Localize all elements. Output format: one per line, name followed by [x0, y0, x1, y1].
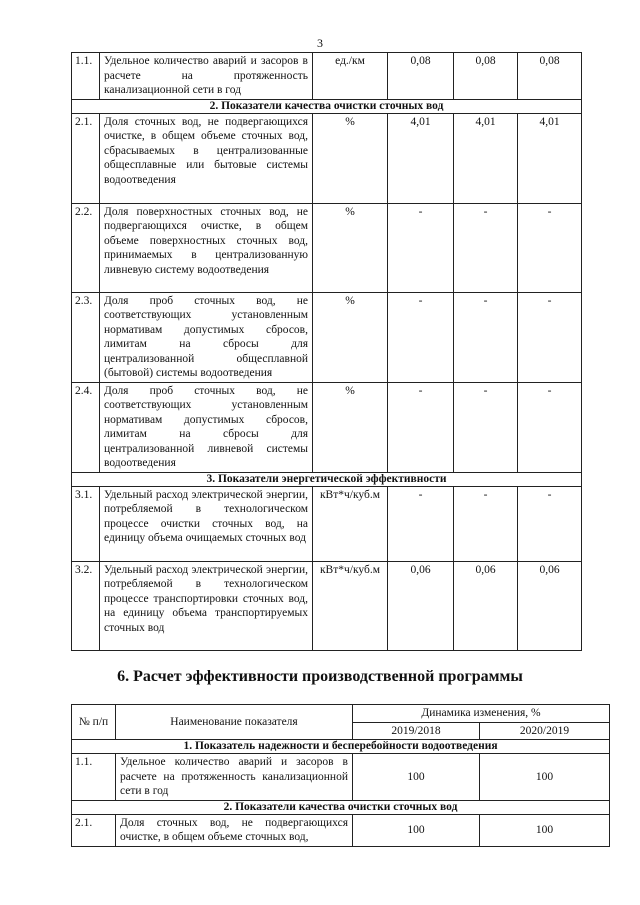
header-year-2020: 2020/2019: [480, 722, 610, 740]
row-number: 2.1.: [72, 113, 100, 203]
value-cell: -: [454, 486, 518, 561]
value-cell: 4,01: [518, 113, 582, 203]
indicators-table: [71, 52, 582, 651]
value-cell: -: [518, 292, 582, 382]
indicator-name: Доля поверхностных сточных вод, не подвергающихся очистке, в общем объеме поверхностных сточных вод, принимаемых в централизованную ливневую систему водоотведения: [100, 203, 313, 292]
indicator-name: Доля проб сточных вод, не соответствующих установленным нормативам допустимых сбросов, лимитам на сбросы для централизованной ливневой системы водоотведения: [100, 382, 313, 472]
header-year-2019: 2019/2018: [353, 722, 480, 740]
row-number: 2.1.: [72, 814, 116, 846]
section-header-row: [72, 800, 610, 814]
row-number: 1.1.: [72, 754, 116, 801]
value-cell: 0,08: [388, 53, 454, 100]
value-cell: -: [518, 382, 582, 472]
section-title: 3. Показатели энергетической эффективности: [72, 472, 582, 486]
unit-cell: %: [313, 203, 388, 292]
unit-cell: %: [313, 292, 388, 382]
section-header-row: [72, 99, 582, 113]
value-cell: 100: [480, 754, 610, 801]
indicator-name: Удельный расход электрической энергии, потребляемой в технологическом процессе очистки сточных вод, на единицу объема очищаемых сточных вод: [100, 486, 313, 561]
value-cell: 0,08: [518, 53, 582, 100]
table-row: [72, 814, 610, 846]
table-row: [72, 53, 582, 100]
value-cell: 100: [353, 754, 480, 801]
value-cell: -: [518, 203, 582, 292]
value-cell: -: [388, 203, 454, 292]
indicator-name: Доля сточных вод, не подвергающихся очистке, в общем объеме сточных вод,: [116, 814, 353, 846]
indicator-name: Удельный расход электрической энергии, потребляемой в технологическом процессе транспортировки сточных вод, на единицу объема транспортируемых сточных вод: [100, 561, 313, 650]
section-title: 2. Показатели качества очистки сточных вод: [72, 800, 610, 814]
table-row: [72, 203, 582, 292]
value-cell: -: [454, 382, 518, 472]
value-cell: 0,08: [454, 53, 518, 100]
table-row: [72, 561, 582, 650]
value-cell: 100: [480, 814, 610, 846]
row-number: 1.1.: [72, 53, 100, 100]
efficiency-table: [71, 704, 610, 847]
unit-cell: %: [313, 382, 388, 472]
table-row: [72, 754, 610, 801]
section-header-row: [72, 740, 610, 754]
value-cell: 4,01: [454, 113, 518, 203]
indicator-name: Удельное количество аварий и засоров в расчете на протяженность канализационной сети в год: [116, 754, 353, 801]
value-cell: 4,01: [388, 113, 454, 203]
header-indicator-name: Наименование показателя: [116, 705, 353, 740]
value-cell: 0,06: [388, 561, 454, 650]
section-header-row: [72, 472, 582, 486]
value-cell: -: [518, 486, 582, 561]
unit-cell: кВт*ч/куб.м: [313, 486, 388, 561]
value-cell: 0,06: [518, 561, 582, 650]
value-cell: 0,06: [454, 561, 518, 650]
value-cell: -: [388, 382, 454, 472]
indicator-name: Доля проб сточных вод, не соответствующих установленным нормативам допустимых сбросов, лимитам на сбросы для централизованной общесплавной (бытовой) системы водоотведения: [100, 292, 313, 382]
row-number: 3.2.: [72, 561, 100, 650]
value-cell: 100: [353, 814, 480, 846]
table-row: [72, 382, 582, 472]
row-number: 2.4.: [72, 382, 100, 472]
indicator-name: Доля сточных вод, не подвергающихся очистке, в общем объеме сточных вод, сбрасываемых в централизованные общесплавные или бытовые системы водоотведения: [100, 113, 313, 203]
row-number: 3.1.: [72, 486, 100, 561]
unit-cell: кВт*ч/куб.м: [313, 561, 388, 650]
section-title: 2. Показатели качества очистки сточных вод: [72, 99, 582, 113]
value-cell: -: [454, 292, 518, 382]
value-cell: -: [454, 203, 518, 292]
unit-cell: ед./км: [313, 53, 388, 100]
table-row: [72, 486, 582, 561]
row-number: 2.3.: [72, 292, 100, 382]
value-cell: -: [388, 292, 454, 382]
table-row: [72, 113, 582, 203]
table-row: [72, 292, 582, 382]
header-dynamics: Динамика изменения, %: [353, 705, 610, 723]
value-cell: -: [388, 486, 454, 561]
section-heading: 6. Расчет эффективности производственной программы: [117, 668, 523, 685]
row-number: 2.2.: [72, 203, 100, 292]
indicator-name: Удельное количество аварий и засоров в расчете на протяженность канализационной сети в год: [100, 53, 313, 100]
page-number: 3: [317, 36, 323, 50]
section-title: 1. Показатель надежности и бесперебойности водоотведения: [72, 740, 610, 754]
header-number: № п/п: [72, 705, 116, 740]
table-header-row: [72, 705, 610, 723]
unit-cell: %: [313, 113, 388, 203]
